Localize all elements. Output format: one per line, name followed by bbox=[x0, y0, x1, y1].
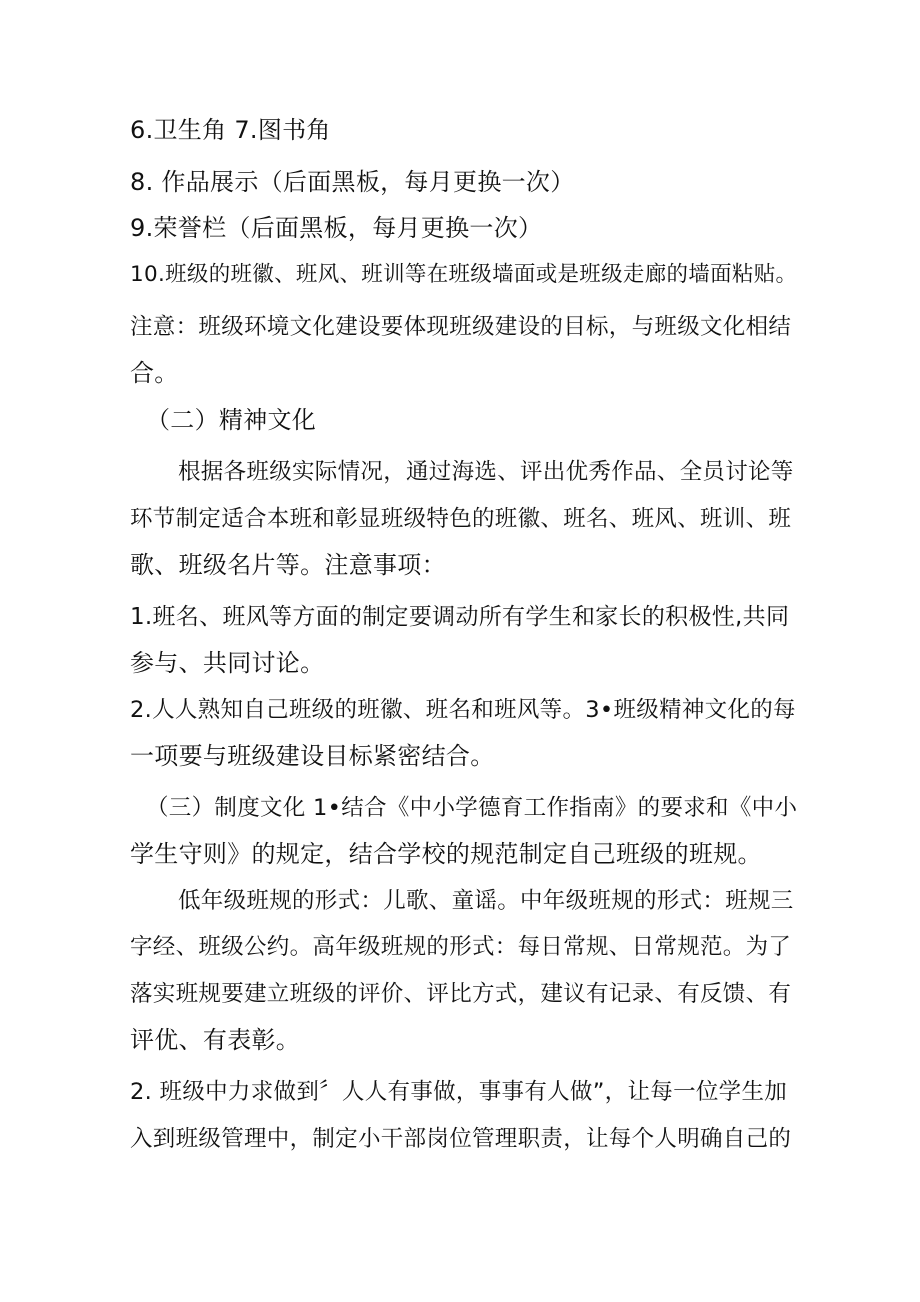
list-item: 10.班级的班徽、班风、班训等在班级墙面或是班级走廊的墙面粘贴。 bbox=[130, 262, 798, 287]
list-item: 1.班名、班风等方面的制定要调动所有学生和家长的积极性,共同 bbox=[130, 604, 790, 630]
list-item: 2. 班级中力求做到〞人人有事做，事事有人做”，让每一位学生加 bbox=[130, 1079, 788, 1105]
list-item: 8. 作品展示（后面黑板，每月更换一次） bbox=[130, 168, 575, 196]
paragraph-line: 歌、班级名片等。注意事项： bbox=[130, 551, 446, 579]
paragraph-line: 低年级班规的形式：儿歌、童谣。中年级班规的形式：班规三 bbox=[178, 888, 794, 914]
paragraph-line: 学生守则》的规定，结合学校的规范制定自己班级的班规。 bbox=[130, 840, 762, 868]
list-item: 9.荣誉栏（后面黑板，每月更换一次） bbox=[130, 214, 543, 242]
list-item: 一项要与班级建设目标紧密结合。 bbox=[130, 742, 495, 770]
list-item: 参与、共同讨论。 bbox=[130, 649, 325, 677]
section-heading: （三）制度文化 1•结合《中小学德育工作指南》的要求和《中小 bbox=[146, 795, 798, 821]
paragraph-line: 落实班规要建立班级的评价、评比方式，建议有记录、有反馈、有 bbox=[130, 981, 792, 1007]
paragraph-line: 根据各班级实际情况，通过海选、评出优秀作品、全员讨论等 bbox=[178, 459, 794, 485]
paragraph-line: 评优、有表彰。 bbox=[130, 1026, 301, 1054]
section-heading: （二）精神文化 bbox=[146, 406, 317, 434]
list-item: 6.卫生角 7.图书角 bbox=[130, 116, 331, 144]
paragraph-line: 合。 bbox=[130, 359, 179, 387]
list-item: 2.人人熟知自己班级的班徽、班名和班风等。3•班级精神文化的每 bbox=[130, 697, 796, 723]
paragraph-line: 环节制定适合本班和彰显班级特色的班徽、班名、班风、班训、班 bbox=[130, 506, 792, 532]
paragraph-line: 入到班级管理中，制定小干部岗位管理职责，让每个人明确自己的 bbox=[130, 1126, 792, 1152]
paragraph-line: 注意：班级环境文化建设要体现班级建设的目标，与班级文化相结 bbox=[130, 314, 792, 340]
paragraph-line: 字经、班级公约。高年级班规的形式：每日常规、日常规范。为了 bbox=[130, 934, 792, 960]
